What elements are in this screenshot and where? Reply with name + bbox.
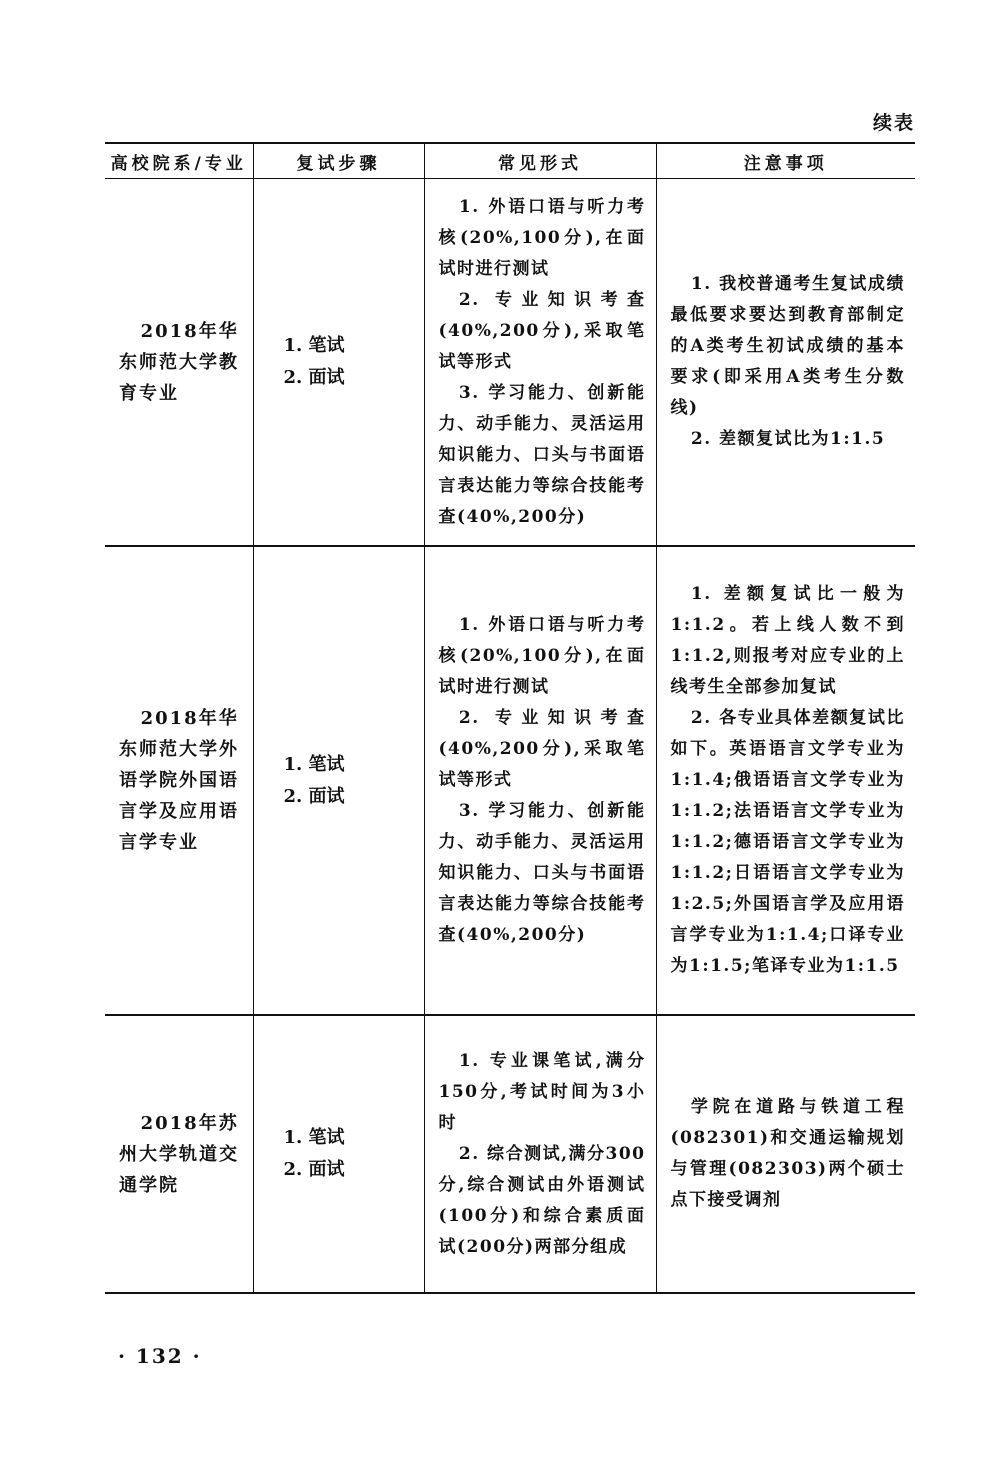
step-item: 1. 笔试 <box>283 753 345 775</box>
forms-cell <box>424 546 656 1015</box>
school-name: 2018年华东师范大学教育专业 <box>119 320 239 404</box>
retest-table <box>105 142 915 1294</box>
step-item: 2. 面试 <box>283 785 345 807</box>
step-item: 1. 笔试 <box>283 335 345 356</box>
school-cell <box>105 546 253 1015</box>
form-item: 3. 学习能力、创新能力、动手能力、灵活运用知识能力、口头与书面语言表达能力等综合技能考查(40%,200分) <box>438 382 646 527</box>
note-item: 1. 差额复试比一般为1:1.2。若上线人数不到1:1.2,则报考对应专业的上线考生全部参加复试 <box>670 584 905 697</box>
notes-cell <box>656 179 915 547</box>
step-item: 1. 笔试 <box>283 1127 345 1148</box>
step-item: 2. 面试 <box>283 1159 345 1180</box>
steps-cell <box>253 179 424 547</box>
column-header-steps: 复试步骤 <box>253 143 424 179</box>
school-cell <box>105 1015 253 1293</box>
table-row <box>105 1015 915 1293</box>
forms-cell <box>424 179 656 547</box>
steps-cell <box>253 1015 424 1293</box>
note-item: 1. 我校普通考生复试成绩最低要求要达到教育部制定的A类考生初试成绩的基本要求(即采用A类考生分数线) <box>670 274 905 418</box>
page-number: · 132 · <box>118 1344 202 1368</box>
school-name: 2018年苏州大学轨道交通学院 <box>119 1112 239 1196</box>
note-item: 2. 各专业具体差额复试比如下。英语语言文学专业为1:1.4;俄语语言文学专业为1:1.2;法语语言文学专业为1:1.2;德语语言文学专业为1:1.2;日语语言文学专业为1:2.5;外国语言学及应用语言学专业为1:1.4;口译专业为1:1.5;笔译专业为1:1.5 <box>670 708 905 976</box>
notes-cell <box>656 546 915 1015</box>
form-item: 2. 专业知识考查(40%,200分),采取笔试等形式 <box>438 289 646 372</box>
form-item: 3. 学习能力、创新能力、动手能力、灵活运用知识能力、口头与书面语言表达能力等综合技能考查(40%,200分) <box>438 801 646 945</box>
table-header-row <box>105 143 915 179</box>
continued-label: 续表 <box>872 112 915 134</box>
form-item: 1. 专业课笔试,满分150分,考试时间为3小时 <box>438 1050 646 1133</box>
school-cell <box>105 179 253 547</box>
form-item: 1. 外语口语与听力考核(20%,100分),在面试时进行测试 <box>438 615 646 697</box>
notes-cell <box>656 1015 915 1293</box>
column-header-school: 高校院系/专业 <box>105 143 253 179</box>
forms-cell <box>424 1015 656 1293</box>
note-item: 学院在道路与铁道工程(082301)和交通运输规划与管理(082303)两个硕士点下接受调剂 <box>670 1097 905 1210</box>
steps-cell <box>253 546 424 1015</box>
form-item: 1. 外语口语与听力考核(20%,100分),在面试时进行测试 <box>438 196 646 279</box>
school-name: 2018年华东师范大学外语学院外国语言学及应用语言学专业 <box>119 708 239 853</box>
table-row <box>105 179 915 547</box>
note-item: 2. 差额复试比为1:1.5 <box>690 429 886 449</box>
column-header-forms: 常见形式 <box>424 143 656 179</box>
step-item: 2. 面试 <box>283 367 345 388</box>
column-header-notes: 注意事项 <box>656 143 915 179</box>
form-item: 2. 专业知识考查(40%,200分),采取笔试等形式 <box>438 708 646 790</box>
table-row <box>105 546 915 1015</box>
form-item: 2. 综合测试,满分300分,综合测试由外语测试(100分)和综合素质面试(200分)两部分组成 <box>438 1143 646 1257</box>
